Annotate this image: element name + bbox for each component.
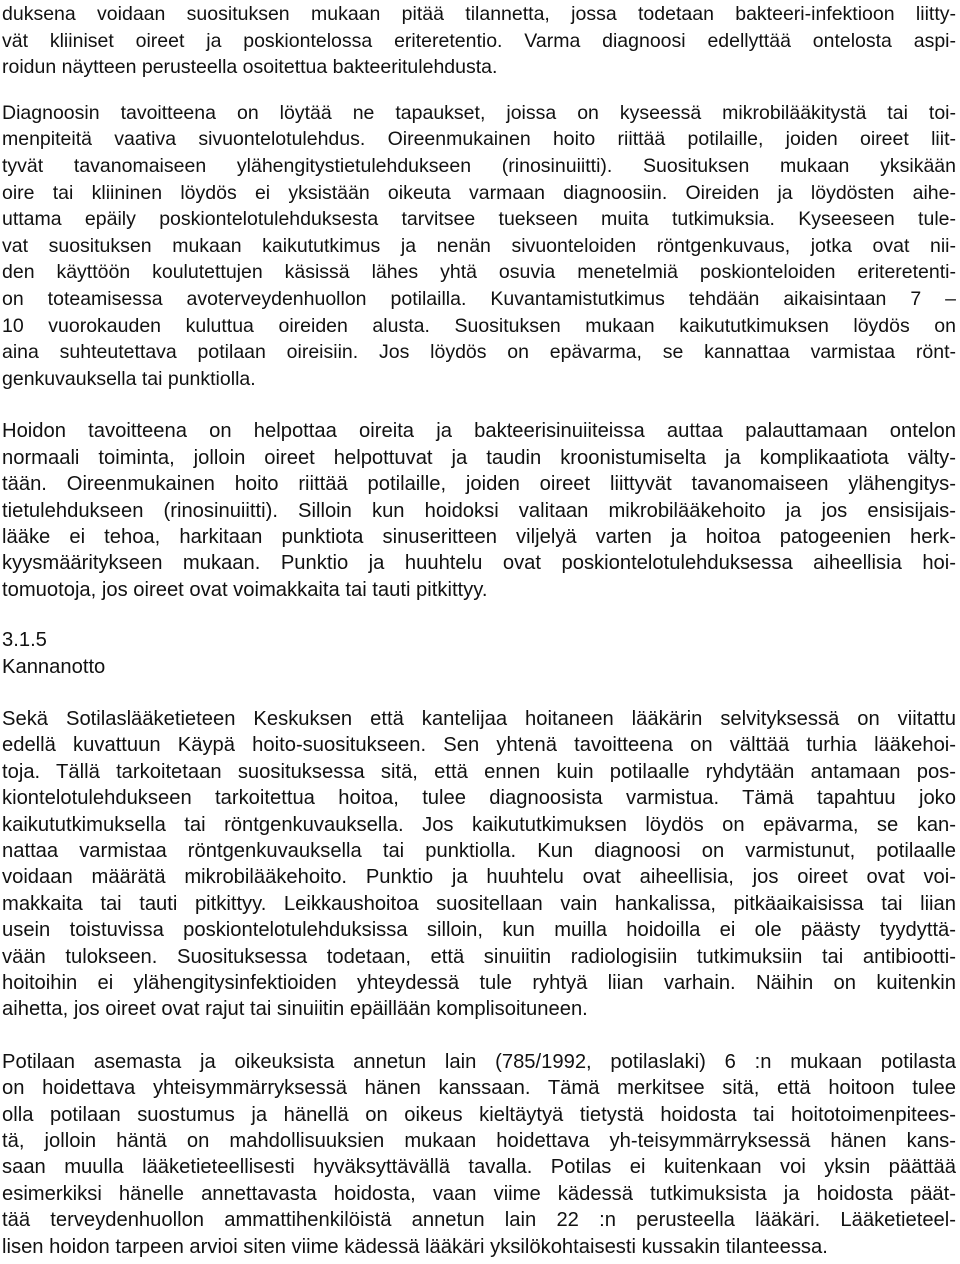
section-number: 3.1.5 [2, 629, 47, 652]
text-line: aina suhteutettava potilaan oireisiin. Jos löydös on epävarma, se kannattaa varmistaa rönt- [2, 341, 956, 364]
text-line: nattaa varmistaa röntgenkuvauksella tai punktiolla. Kun diagnoosi on varmistunut, potilaalle [2, 840, 956, 862]
text-line: hoitoihin ei ylähengitysinfektioiden yhteydessä tule ryhtyä liian varhain. Näihin on kuitenkin [2, 972, 956, 995]
text-line: Potilaan asemasta ja oikeuksista annetun lain (785/1992, potilaslaki) 6 :n mukaan potilasta [2, 1050, 956, 1073]
text-line: kyysmääritykseen mukaan. Punktio ja huuhtelu ovat poskiontelotulehduksessa aiheellisia hoi- [2, 552, 956, 575]
text-line: toja. Tällä tarkoitetaan suosituksessa sitä, että ennen kuin potilaalle ryhdytään antamaan pos- [2, 760, 956, 783]
text-line: esimerkiksi hänelle annettavasta hoidosta, vaan viime kädessä tutkimuksista ja hoidosta päät- [2, 1182, 956, 1205]
paragraph-patient-rights [2, 1049, 956, 1260]
text-line: vät kliiniset oireet ja poskiontelossa eriteretentio. Varma diagnoosi edellyttää ontelosta aspi- [2, 29, 956, 52]
text-line: tä, jolloin häntä on mahdollisuuksien mukaan hoidettava yh-teisymmärryksessä hänen kans- [2, 1130, 956, 1153]
text-line: on toteamisessa avoterveydenhuollon potilailla. Kuvantamistutkimus tehdään aikaisintaan 7 – [2, 287, 956, 310]
text-line: genkuvauksella tai punktiolla. [2, 367, 256, 390]
text-line: lisen hoidon tarpeen arvioi siten viime kädessä lääkäri yksilökohtaisesti kussakin tilanteessa. [2, 1235, 828, 1258]
text-line: vat suosituksen mukaan kaikututkimus ja nenän sivuonteloiden röntgenkuvaus, jotka ovat nii- [2, 234, 956, 257]
text-line: usein toistuvissa poskiontelotulehduksissa silloin, kun muilla hoidoilla ei ole päästy tyydyttä- [2, 919, 956, 942]
text-line: kiontelotulehdukseen tarkoitettua hoitoa, tulee diagnoosista varmistua. Tämä tapahtuu joko [2, 787, 956, 810]
text-line: tään. Oireenmukainen hoito riittää potilaille, joiden oireet liittyvät tavanomaiseen ylähengitys- [2, 473, 956, 496]
text-line: saan muulla lääketieteellisesti hyväksyttävällä tavalla. Potilas ei kuitenkaan voi yksin päättää [2, 1156, 956, 1179]
text-line: tomuotoja, jos oireet ovat voimakkaita tai tauti pitkittyy. [2, 578, 488, 601]
text-line: duksena voidaan suosituksen mukaan pitää tilannetta, jossa todetaan bakteeri-infektioon liitty- [2, 3, 956, 25]
text-line: Sekä Sotilaslääketieteen Keskuksen että kantelijaa hoitaneen lääkärin selvityksessä on viitattu [2, 707, 956, 730]
text-line: voidaan määrätä mikrobilääkehoito. Punktio ja huuhtelu ovat aiheellisia, jos oireet ovat voi- [2, 866, 956, 889]
text-line: Diagnoosin tavoitteena on löytää ne tapaukset, joissa on kyseessä mikrobilääkitystä tai toi- [2, 101, 956, 124]
paragraph-statement [2, 706, 956, 1023]
section-heading [2, 627, 956, 680]
text-line: vään tulokseen. Suosituksessa todetaan, että sinuiitin radiologisiin tutkimuksiin tai antibiootti- [2, 945, 956, 968]
text-line: den käyttöön koulutettujen käsissä lähes yhtä osuvia menetelmiä poskionteloiden eriteretenti- [2, 261, 956, 284]
document-page [2, 0, 956, 1260]
text-line: lääke ei tehoa, harkitaan punktiota sinuseritteen viljelyä varten ja hoitoa patogeenien herk- [2, 525, 956, 548]
text-line: on hoidettava yhteisymmärryksessä hänen kanssaan. Tämä merkitsee sitä, että hoitoon tulee [2, 1077, 956, 1100]
text-line: olla potilaan suostumus ja hänellä on oikeus kieltäytyä tietystä hoidosta tai hoitotoimenpitees- [2, 1103, 956, 1126]
text-line: tietulehdukseen (rinosinuiitti). Silloin kun hoidoksi valitaan mikrobilääkehoito ja jos ensisijais- [2, 499, 956, 522]
text-line: oire tai kliininen löydös ei yksistään oikeuta varmaan diagnoosiin. Oireiden ja löydösten aihe- [2, 181, 956, 204]
text-line: edellä kuvattuun Käypä hoito-suositukseen. Sen yhtenä tavoitteena on välttää turhia lääkehoi- [2, 734, 956, 757]
text-line: tyvät tavanomaiseen ylähengitystietulehdukseen (rinosinuiitti). Suosituksen mukaan yksikään [2, 154, 956, 177]
paragraph-treatment-goal [2, 418, 956, 603]
text-line: Hoidon tavoitteena on helpottaa oireita ja bakteerisinuiiteissa auttaa palauttamaan ontelon [2, 420, 956, 443]
text-line: normaali toiminta, jolloin oireet helpottuvat ja taudin kroonistumiselta ja komplikaatiota välty- [2, 446, 956, 469]
text-line: roidun näytteen perusteella osoitettua bakteeritulehdusta. [2, 56, 498, 79]
text-line: aihetta, jos oireet ovat rajut tai sinuiitin epäillään komplisoituneen. [2, 998, 588, 1021]
section-title: Kannanotto [2, 655, 106, 678]
paragraph-diagnosis-intro [2, 0, 956, 81]
text-line: kaikututkimuksella tai röntgenkuvauksella. Jos kaikututkimuksen löydös on epävarma, se kan- [2, 813, 956, 836]
text-line: menpiteitä vaativa sivuontelotulehdus. Oireenmukainen hoito riittää potilaille, joiden oireet liit- [2, 128, 956, 151]
text-line: tää terveydenhuollon ammattihenkilöistä annetun lain 22 :n perusteella lääkäri. Lääketieteel- [2, 1209, 956, 1232]
text-line: makkaita tai tauti pitkittyy. Leikkaushoitoa suositellaan vain hankalissa, pitkäaikaisissa tai liian [2, 892, 956, 915]
paragraph-diagnosis-goal [2, 100, 956, 393]
text-line: 10 vuorokauden kuluttua oireiden alusta. Suosituksen mukaan kaikututkimuksen löydös on [2, 314, 956, 337]
text-line: uttama epäily poskiontelotulehduksesta tarvitsee tuekseen muita tutkimuksia. Kyseeseen tule- [2, 208, 956, 231]
